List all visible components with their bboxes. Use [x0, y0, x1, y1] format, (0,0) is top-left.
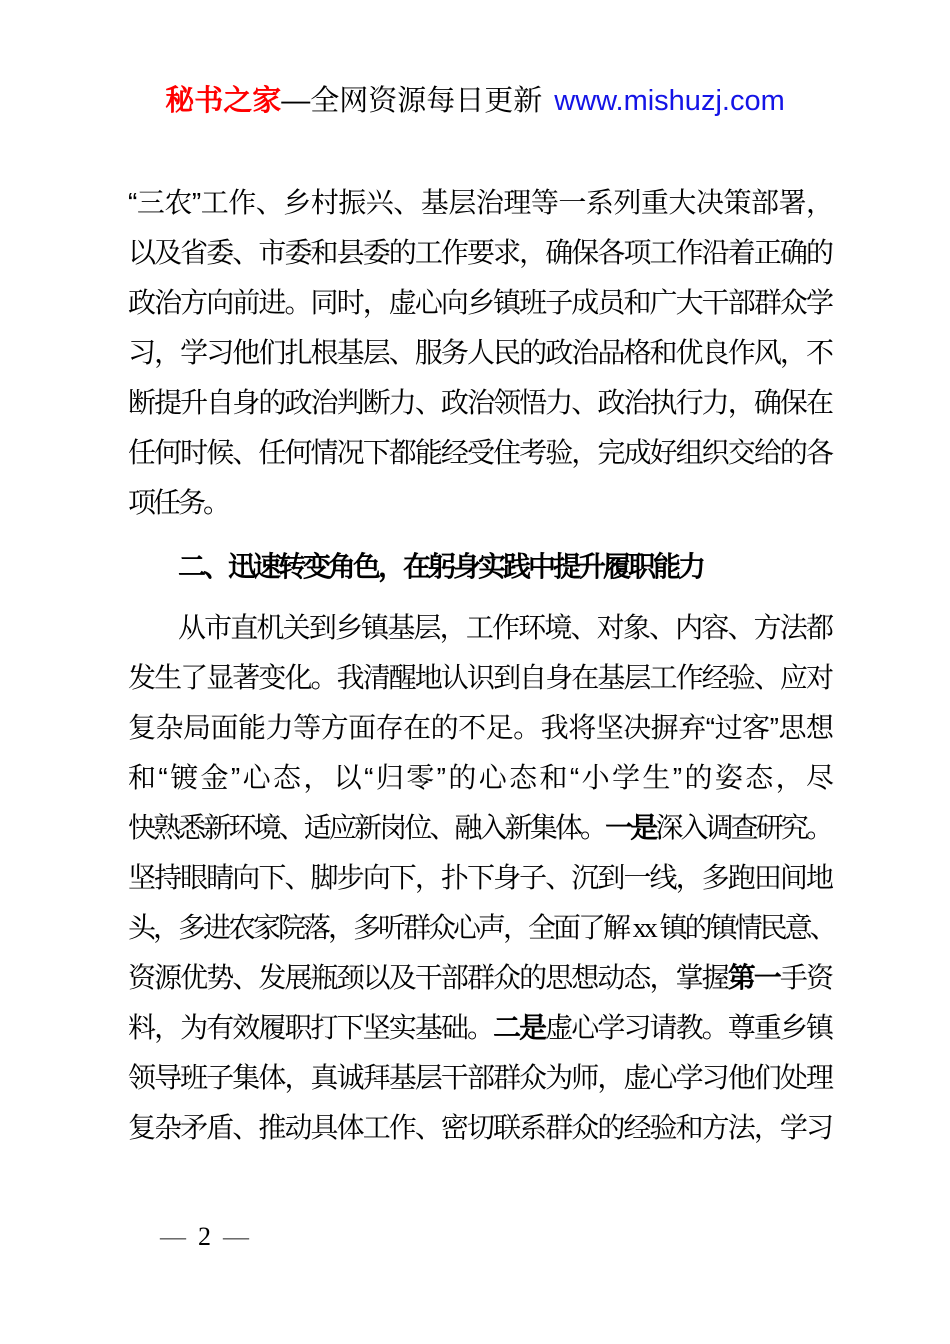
body-text: 快熟悉新环境、适应新岗位、融入新集体。: [128, 812, 606, 843]
text-line: [128, 178, 831, 228]
text-line: [128, 1003, 831, 1053]
site-url[interactable]: www.mishuzj.com: [554, 85, 785, 117]
em-dash: —: [281, 85, 311, 117]
page-number: [160, 1212, 249, 1262]
body-text: 深入调查研究。: [655, 812, 831, 843]
emphasis-text: 二是: [493, 1012, 546, 1043]
text-line: [128, 228, 831, 278]
text-line: [128, 853, 831, 903]
body-text: 手资: [779, 962, 831, 993]
section-heading: [128, 542, 831, 592]
header-banner: [0, 84, 950, 118]
body-text: xx: [632, 913, 655, 944]
text-line: [128, 428, 831, 478]
section-heading-block: [128, 542, 831, 592]
text-line: [128, 703, 831, 753]
body-text: 复杂矛盾、推动具体工作、密切联系群众的经验和方法，学习: [128, 1112, 831, 1143]
body-text: 和“镀金”心态，以“归零”的心态和“小学生”的姿态，尽: [128, 762, 831, 793]
body-text: 从市直机关到乡镇基层，工作环境、对象、内容、方法都: [178, 612, 831, 643]
text-line: [128, 1053, 831, 1103]
body-text: 资源优势、发展瓶颈以及干部群众的思想动态，掌握: [128, 962, 728, 993]
text-line: [128, 953, 831, 1003]
page-number-dash-left: —: [160, 1222, 186, 1251]
body-text: 头，多进农家院落，多听群众心声，全面了解: [128, 912, 633, 943]
emphasis-text: 二、迅速转变角色，在躬身实践中提升履职能力: [178, 551, 704, 582]
text-line: [128, 903, 835, 953]
body-text: 镇的镇情民意、: [654, 912, 835, 943]
body-text: 任何时候、任何情况下都能经受住考验，完成好组织交给的各: [128, 437, 831, 468]
text-line: [128, 328, 831, 378]
page-number-dash-right: —: [223, 1222, 249, 1251]
emphasis-text: 一是: [605, 812, 656, 843]
text-line: [128, 478, 831, 528]
text-line: [128, 378, 831, 428]
paragraph-block: [128, 603, 835, 1153]
body-text: 坚持眼睛向下、脚步向下，扑下身子、沉到一线，多跑田间地: [128, 862, 831, 893]
body-text: 虚心学习请教。尊重乡镇: [545, 1012, 831, 1043]
body-text: 料，为有效履职打下坚实基础。: [128, 1012, 494, 1043]
body-text: 项任务。: [128, 487, 229, 518]
body-text: 以及省委、市委和县委的工作要求，确保各项工作沿着正确的: [128, 237, 831, 268]
text-line: [128, 1103, 831, 1153]
body-text: 发生了显著变化。我清醒地认识到自身在基层工作经验、应对: [128, 662, 831, 693]
page-number-value: 2: [198, 1222, 211, 1251]
body-text: 断提升自身的政治判断力、政治领悟力、政治执行力，确保在: [128, 387, 831, 418]
text-line: [128, 803, 831, 853]
text-line: [128, 753, 831, 803]
paragraph-block: [128, 178, 831, 528]
site-tagline: 全网资源每日更新: [310, 85, 543, 117]
emphasis-text: 第一: [727, 962, 780, 993]
body-text: 政治方向前进。同时，虚心向乡镇班子成员和广大干部群众学: [128, 287, 831, 318]
body-text: 复杂局面能力等方面存在的不足。我将坚决摒弃“过客”思想: [128, 712, 831, 743]
text-line: [128, 653, 831, 703]
text-line: [128, 278, 831, 328]
body-text: 领导班子集体，真诚拜基层干部群众为师，虚心学习他们处理: [128, 1062, 831, 1093]
body-text: 习，学习他们扎根基层、服务人民的政治品格和优良作风，不: [128, 337, 831, 368]
text-line: [128, 603, 831, 653]
document-body: [128, 178, 835, 1153]
body-text: “三农”工作、乡村振兴、基层治理等一系列重大决策部署，: [128, 187, 831, 218]
site-brand: 秘书之家: [165, 85, 282, 117]
